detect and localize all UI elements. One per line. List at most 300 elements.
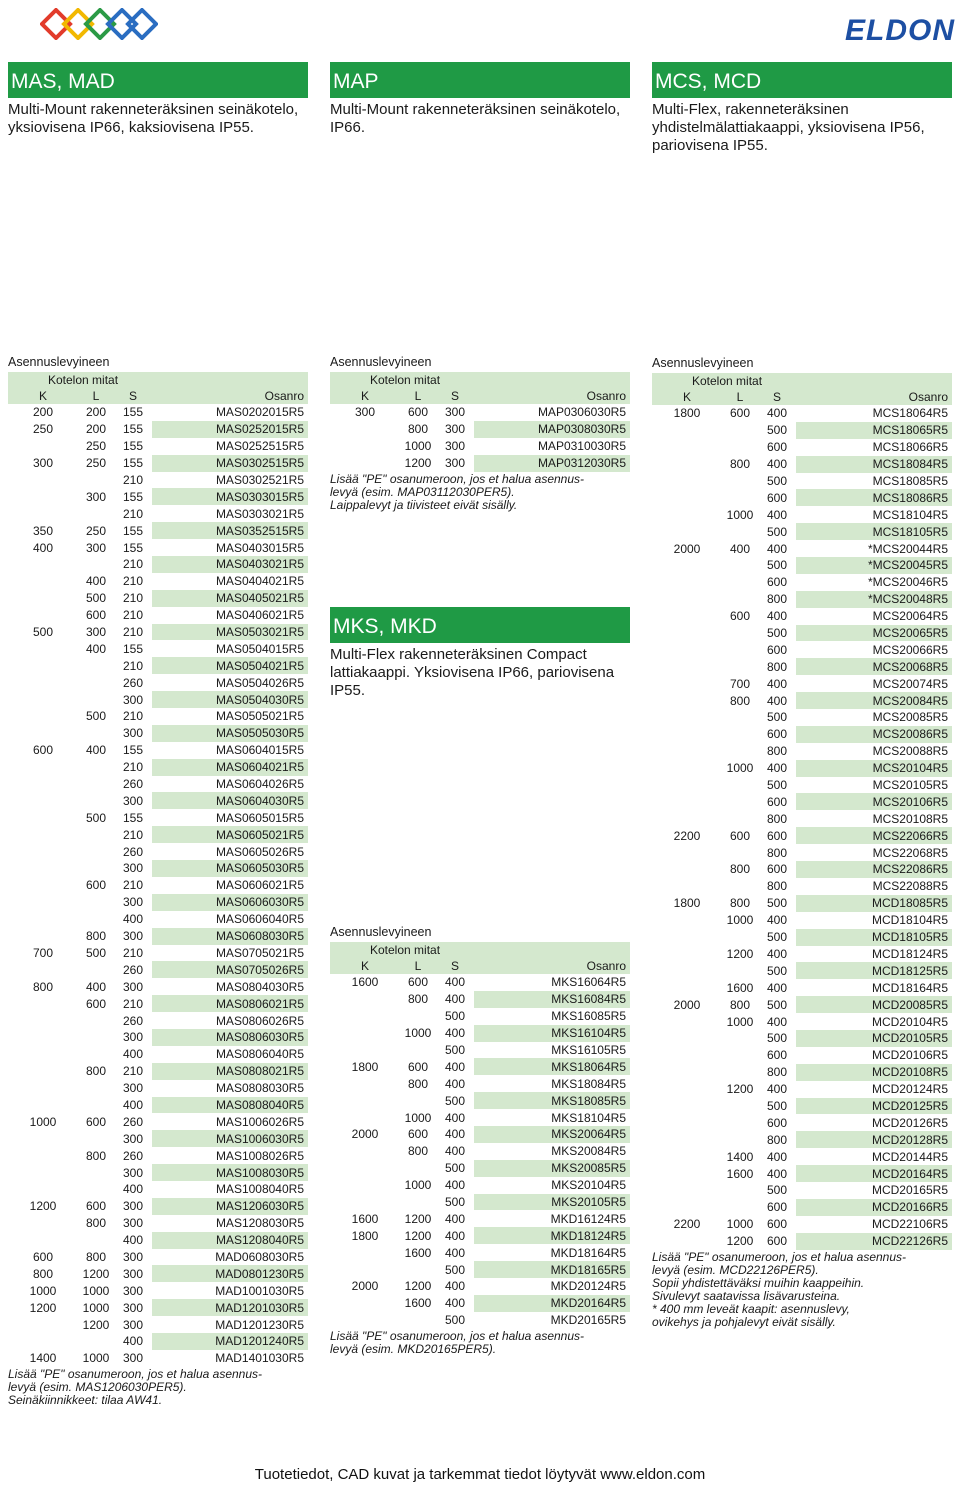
note-line: Lisää "PE" osanumeroon, jos et halua asennus- xyxy=(330,1328,585,1343)
cell-osanro: MCS20105R5 xyxy=(796,777,952,794)
cell-l: 800 xyxy=(400,991,436,1008)
parts-table xyxy=(8,372,308,1367)
note-line: levyä (esim. MKD20165PER5). xyxy=(330,1341,497,1356)
cell-l: 800 xyxy=(78,1063,114,1080)
cell-s: 300 xyxy=(114,691,152,708)
cell-s: 500 xyxy=(758,929,796,946)
cell-osanro: MAP0306030R5 xyxy=(474,404,630,421)
cell-k xyxy=(652,726,722,743)
cell-k xyxy=(652,1047,722,1064)
cell-k xyxy=(8,1164,78,1181)
cell-s: 800 xyxy=(758,1064,796,1081)
cell-osanro: MAS0606030R5 xyxy=(152,894,308,911)
cell-l: 600 xyxy=(722,608,758,625)
cell-k xyxy=(330,455,400,472)
cell-osanro: MAS0504015R5 xyxy=(152,640,308,657)
cell-osanro: MCS20106R5 xyxy=(796,793,952,810)
cell-s: 210 xyxy=(114,826,152,843)
cell-s: 300 xyxy=(114,894,152,911)
cell-osanro: MAS0604021R5 xyxy=(152,759,308,776)
cell-l xyxy=(78,1130,114,1147)
brand-logo: ELDON xyxy=(845,14,955,47)
cell-s: 800 xyxy=(758,658,796,675)
cell-s: 300 xyxy=(114,978,152,995)
cell-l: 400 xyxy=(78,978,114,995)
cell-k xyxy=(652,709,722,726)
table-row xyxy=(8,776,308,793)
section-mas xyxy=(8,62,308,137)
table-row xyxy=(8,1198,308,1215)
cell-s: 500 xyxy=(758,996,796,1013)
cell-s: 400 xyxy=(758,456,796,473)
table-row xyxy=(652,1013,952,1030)
table-row xyxy=(330,421,630,438)
table-row xyxy=(652,996,952,1013)
table-row xyxy=(8,995,308,1012)
table-row xyxy=(8,421,308,438)
cell-k xyxy=(8,928,78,945)
cell-l: 1000 xyxy=(78,1299,114,1316)
cell-s: 300 xyxy=(436,404,474,421)
cell-k: 2000 xyxy=(330,1126,400,1143)
cell-l xyxy=(78,657,114,674)
cell-l: 1200 xyxy=(400,455,436,472)
cell-l: 1600 xyxy=(400,1244,436,1261)
cell-k xyxy=(8,776,78,793)
cell-k xyxy=(652,777,722,794)
cell-l xyxy=(78,1164,114,1181)
cell-osanro: MKS16104R5 xyxy=(474,1025,630,1042)
cell-s: 400 xyxy=(436,1244,474,1261)
cell-s: 500 xyxy=(758,895,796,912)
cell-s: 210 xyxy=(114,590,152,607)
cell-k xyxy=(8,1046,78,1063)
cell-s: 210 xyxy=(114,759,152,776)
cell-l: 600 xyxy=(400,1058,436,1075)
cell-osanro: MCD20106R5 xyxy=(796,1047,952,1064)
table-row xyxy=(8,1181,308,1198)
table-row xyxy=(330,1210,630,1227)
cell-l xyxy=(78,860,114,877)
cell-osanro: MAS0808021R5 xyxy=(152,1063,308,1080)
cell-l: 600 xyxy=(400,1126,436,1143)
cell-osanro: MAS0804030R5 xyxy=(152,978,308,995)
cell-s: 400 xyxy=(758,540,796,557)
cell-l xyxy=(722,962,758,979)
cell-l: 800 xyxy=(722,861,758,878)
cell-s: 210 xyxy=(114,607,152,624)
note-line: levyä (esim. MAP03112030PER5). xyxy=(330,484,515,499)
cell-s: 500 xyxy=(758,557,796,574)
col-header-osanro: Osanro xyxy=(796,389,952,405)
cell-l: 1200 xyxy=(722,946,758,963)
cell-k xyxy=(330,1312,400,1329)
cell-l xyxy=(78,1046,114,1063)
col-header-l: L xyxy=(400,958,436,974)
cell-k xyxy=(330,1075,400,1092)
cell-osanro: MCS22066R5 xyxy=(796,827,952,844)
cell-l xyxy=(78,1080,114,1097)
cell-k xyxy=(8,438,78,455)
cell-l: 800 xyxy=(400,1075,436,1092)
cell-k xyxy=(8,894,78,911)
cell-l xyxy=(78,792,114,809)
cell-s: 300 xyxy=(114,1164,152,1181)
table-caption: Asennuslevyineen xyxy=(330,355,432,369)
table-block-mks xyxy=(330,925,630,1356)
cell-l: 1400 xyxy=(722,1148,758,1165)
table-row xyxy=(652,591,952,608)
table-row xyxy=(330,1295,630,1312)
cell-s: 800 xyxy=(758,810,796,827)
cell-l xyxy=(400,1312,436,1329)
cell-osanro: MAS0705021R5 xyxy=(152,945,308,962)
table-block-mas xyxy=(8,355,308,1407)
cell-osanro: MCS18084R5 xyxy=(796,456,952,473)
cell-osanro: MCD22106R5 xyxy=(796,1216,952,1233)
cell-s: 260 xyxy=(114,843,152,860)
cell-l: 1000 xyxy=(722,1216,758,1233)
cell-k: 2000 xyxy=(652,996,722,1013)
cell-osanro: MCD20164R5 xyxy=(796,1165,952,1182)
cell-osanro: MAS1008026R5 xyxy=(152,1147,308,1164)
cell-k xyxy=(8,877,78,894)
cell-k xyxy=(652,979,722,996)
cell-osanro: MCD20105R5 xyxy=(796,1030,952,1047)
cell-l: 1000 xyxy=(722,760,758,777)
section-description: Multi-Flex, rakenneteräksinen yhdistelmälattiakaappi, yksiovisena IP56, pariovisena IP55. xyxy=(652,101,925,154)
cell-k: 800 xyxy=(8,1265,78,1282)
cell-l xyxy=(722,658,758,675)
cell-k: 1800 xyxy=(330,1227,400,1244)
cell-osanro: MCS20104R5 xyxy=(796,760,952,777)
cell-osanro: MAS0605021R5 xyxy=(152,826,308,843)
cell-s: 400 xyxy=(436,991,474,1008)
table-row xyxy=(8,1130,308,1147)
cell-l: 400 xyxy=(78,640,114,657)
section-title: MKS, MKD xyxy=(330,607,630,643)
cell-l: 1600 xyxy=(400,1295,436,1312)
cell-s: 400 xyxy=(436,1278,474,1295)
cell-l: 1200 xyxy=(400,1210,436,1227)
cell-s: 500 xyxy=(436,1160,474,1177)
cell-s: 210 xyxy=(114,505,152,522)
cell-osanro: MCS18104R5 xyxy=(796,506,952,523)
table-row xyxy=(652,979,952,996)
table-row xyxy=(8,894,308,911)
table-row xyxy=(652,574,952,591)
cell-k xyxy=(652,439,722,456)
cell-l: 1000 xyxy=(722,506,758,523)
cell-l: 1200 xyxy=(78,1316,114,1333)
table-row xyxy=(8,455,308,472)
cell-s: 300 xyxy=(114,1080,152,1097)
table-row xyxy=(652,692,952,709)
cell-osanro: MAS0403021R5 xyxy=(152,556,308,573)
table-row xyxy=(8,1316,308,1333)
cell-osanro: MAS0806021R5 xyxy=(152,995,308,1012)
cell-l xyxy=(722,625,758,642)
cell-k xyxy=(652,557,722,574)
cell-k xyxy=(330,438,400,455)
cell-osanro: MKD18165R5 xyxy=(474,1261,630,1278)
table-row xyxy=(8,404,308,421)
cell-s: 500 xyxy=(758,1182,796,1199)
cell-l xyxy=(78,691,114,708)
note-line: Sivulevyt saatavissa lisävarusteina. xyxy=(652,1288,841,1303)
cell-l: 1000 xyxy=(400,1109,436,1126)
cell-l xyxy=(722,523,758,540)
cell-osanro: MAS1006030R5 xyxy=(152,1130,308,1147)
table-row xyxy=(652,743,952,760)
cell-s: 600 xyxy=(758,439,796,456)
cell-s: 500 xyxy=(436,1194,474,1211)
table-row xyxy=(652,641,952,658)
note-line: Lisää "PE" osanumeroon, jos et halua asennus- xyxy=(8,1366,263,1381)
cell-s: 210 xyxy=(114,556,152,573)
cell-s: 400 xyxy=(758,946,796,963)
cell-l xyxy=(78,776,114,793)
table-row xyxy=(330,1312,630,1329)
cell-s: 400 xyxy=(436,1025,474,1042)
table-row xyxy=(330,1126,630,1143)
cell-k xyxy=(652,574,722,591)
cell-l: 800 xyxy=(722,996,758,1013)
cell-osanro: MAS0608030R5 xyxy=(152,928,308,945)
cell-l xyxy=(78,911,114,928)
cell-osanro: MCD18085R5 xyxy=(796,895,952,912)
cell-k xyxy=(330,1042,400,1059)
table-row xyxy=(330,1092,630,1109)
cell-l xyxy=(78,472,114,489)
cell-osanro: MKD18124R5 xyxy=(474,1227,630,1244)
table-row xyxy=(8,691,308,708)
cell-l xyxy=(400,1261,436,1278)
table-row xyxy=(330,1109,630,1126)
cell-osanro: MKD20164R5 xyxy=(474,1295,630,1312)
cell-k xyxy=(330,1143,400,1160)
note-line: levyä (esim. MAS1206030PER5). xyxy=(8,1379,187,1394)
cell-l xyxy=(78,556,114,573)
cell-k xyxy=(652,878,722,895)
cell-osanro: MKS20084R5 xyxy=(474,1143,630,1160)
cell-osanro: MCS20066R5 xyxy=(796,641,952,658)
cell-l xyxy=(78,843,114,860)
cell-s: 210 xyxy=(114,945,152,962)
cell-l xyxy=(400,1092,436,1109)
cell-k xyxy=(330,1109,400,1126)
cell-k xyxy=(652,658,722,675)
cell-l xyxy=(722,1064,758,1081)
cell-l xyxy=(722,878,758,895)
cell-l: 500 xyxy=(78,708,114,725)
table-row xyxy=(8,1215,308,1232)
cell-l xyxy=(78,759,114,776)
cell-osanro: MCD20125R5 xyxy=(796,1098,952,1115)
cell-l: 500 xyxy=(78,945,114,962)
cell-osanro: MCS20088R5 xyxy=(796,743,952,760)
table-row xyxy=(8,877,308,894)
cell-s: 500 xyxy=(758,473,796,490)
cell-k xyxy=(330,1261,400,1278)
col-header-k: K xyxy=(330,388,400,404)
table-row xyxy=(330,991,630,1008)
table-row xyxy=(652,895,952,912)
table-row xyxy=(330,1075,630,1092)
cell-s: 500 xyxy=(758,1030,796,1047)
table-row xyxy=(652,709,952,726)
cell-s: 300 xyxy=(436,421,474,438)
cell-k xyxy=(8,640,78,657)
cell-l xyxy=(78,1181,114,1198)
cell-osanro: MAS0403015R5 xyxy=(152,539,308,556)
cell-osanro: MKD20165R5 xyxy=(474,1312,630,1329)
cell-l xyxy=(722,641,758,658)
table-row xyxy=(8,674,308,691)
cell-osanro: MCS20064R5 xyxy=(796,608,952,625)
cell-s: 300 xyxy=(114,1130,152,1147)
cell-s: 400 xyxy=(436,1075,474,1092)
cell-s: 155 xyxy=(114,421,152,438)
cell-k: 2000 xyxy=(330,1278,400,1295)
table-row xyxy=(330,1042,630,1059)
table-row xyxy=(652,456,952,473)
cell-l: 800 xyxy=(722,692,758,709)
cell-k xyxy=(652,692,722,709)
table-caption: Asennuslevyineen xyxy=(652,356,754,370)
table-row xyxy=(8,911,308,928)
cell-l: 300 xyxy=(78,488,114,505)
cell-s: 800 xyxy=(758,844,796,861)
table-row xyxy=(652,422,952,439)
cell-l xyxy=(722,439,758,456)
cell-osanro: MAD0608030R5 xyxy=(152,1249,308,1266)
cell-k xyxy=(8,826,78,843)
cell-osanro: MCD22126R5 xyxy=(796,1233,952,1250)
cell-s: 500 xyxy=(436,1042,474,1059)
cell-l xyxy=(722,810,758,827)
cell-osanro: MCS20086R5 xyxy=(796,726,952,743)
table-notes xyxy=(652,1251,952,1329)
cell-s: 800 xyxy=(758,591,796,608)
cell-osanro: MAS0604015R5 xyxy=(152,742,308,759)
cell-osanro: MAS0808030R5 xyxy=(152,1080,308,1097)
footer-text: Tuotetiedot, CAD kuvat ja tarkemmat tiedot löytyvät www.eldon.com xyxy=(254,1466,706,1483)
cell-s: 260 xyxy=(114,776,152,793)
cell-k xyxy=(330,1092,400,1109)
cell-osanro: MCS20068R5 xyxy=(796,658,952,675)
cell-s: 400 xyxy=(436,1109,474,1126)
cell-l: 1000 xyxy=(400,438,436,455)
table-row xyxy=(8,438,308,455)
cell-s: 500 xyxy=(436,1261,474,1278)
table-row xyxy=(8,539,308,556)
cell-osanro: MCS20108R5 xyxy=(796,810,952,827)
table-row xyxy=(330,1261,630,1278)
cell-s: 260 xyxy=(114,961,152,978)
cell-osanro: MAP0308030R5 xyxy=(474,421,630,438)
table-row xyxy=(8,742,308,759)
note-line: levyä (esim. MCD22126PER5). xyxy=(652,1262,819,1277)
cell-osanro: MAS1206030R5 xyxy=(152,1198,308,1215)
cell-s: 210 xyxy=(114,657,152,674)
cell-l: 600 xyxy=(400,404,436,421)
cell-s: 400 xyxy=(758,1165,796,1182)
cell-l: 200 xyxy=(78,404,114,421)
cell-osanro: MAS0505021R5 xyxy=(152,708,308,725)
cell-s: 600 xyxy=(758,489,796,506)
table-row xyxy=(652,1098,952,1115)
cell-l: 700 xyxy=(722,675,758,692)
cell-osanro: MCS18105R5 xyxy=(796,523,952,540)
cell-osanro: MAS1008030R5 xyxy=(152,1164,308,1181)
cell-k: 200 xyxy=(8,404,78,421)
cell-osanro: MKS16064R5 xyxy=(474,974,630,991)
cell-l xyxy=(722,422,758,439)
cell-k xyxy=(8,1181,78,1198)
cell-s: 260 xyxy=(114,1012,152,1029)
cell-s: 400 xyxy=(436,974,474,991)
cell-l xyxy=(78,1029,114,1046)
table-row xyxy=(330,1227,630,1244)
cell-l: 500 xyxy=(78,590,114,607)
cell-s: 400 xyxy=(436,1143,474,1160)
cell-k xyxy=(652,523,722,540)
cell-k xyxy=(652,506,722,523)
table-row xyxy=(652,962,952,979)
cell-s: 400 xyxy=(436,1126,474,1143)
note-line: Sopii yhdistettäväksi muihin kaappeihin. xyxy=(652,1275,865,1290)
cell-k xyxy=(652,793,722,810)
cell-osanro: MAS0806040R5 xyxy=(152,1046,308,1063)
cell-osanro: *MCS20044R5 xyxy=(796,540,952,557)
cell-s: 155 xyxy=(114,455,152,472)
cell-osanro: *MCS20045R5 xyxy=(796,557,952,574)
cell-s: 300 xyxy=(114,792,152,809)
cell-k xyxy=(330,1177,400,1194)
col-header-osanro: Osanro xyxy=(474,958,630,974)
cell-l: 600 xyxy=(722,405,758,422)
cell-s: 600 xyxy=(758,574,796,591)
cell-l xyxy=(722,557,758,574)
section-description: Multi-Mount rakenneteräksinen seinäkotelo, yksiovisena IP66, kaksiovisena IP55. xyxy=(8,101,299,136)
cell-l: 200 xyxy=(78,421,114,438)
cell-l xyxy=(722,1098,758,1115)
cell-k xyxy=(8,674,78,691)
table-row xyxy=(652,1233,952,1250)
cell-s: 300 xyxy=(114,1029,152,1046)
cell-s: 300 xyxy=(436,455,474,472)
cell-osanro: MCD20104R5 xyxy=(796,1013,952,1030)
cell-l xyxy=(78,674,114,691)
parts-table xyxy=(330,372,630,472)
cell-l xyxy=(722,1047,758,1064)
cell-s: 800 xyxy=(758,878,796,895)
cell-l xyxy=(722,726,758,743)
cell-k xyxy=(330,1194,400,1211)
cell-k xyxy=(330,1244,400,1261)
cell-k xyxy=(8,556,78,573)
cell-l xyxy=(722,1199,758,1216)
cell-l: 1000 xyxy=(400,1025,436,1042)
table-caption: Asennuslevyineen xyxy=(330,925,432,939)
cell-k: 1600 xyxy=(330,974,400,991)
cell-osanro: MAS0604030R5 xyxy=(152,792,308,809)
cell-osanro: MCS18065R5 xyxy=(796,422,952,439)
cell-osanro: MAS0303021R5 xyxy=(152,505,308,522)
cell-k xyxy=(652,473,722,490)
cell-s: 500 xyxy=(758,523,796,540)
